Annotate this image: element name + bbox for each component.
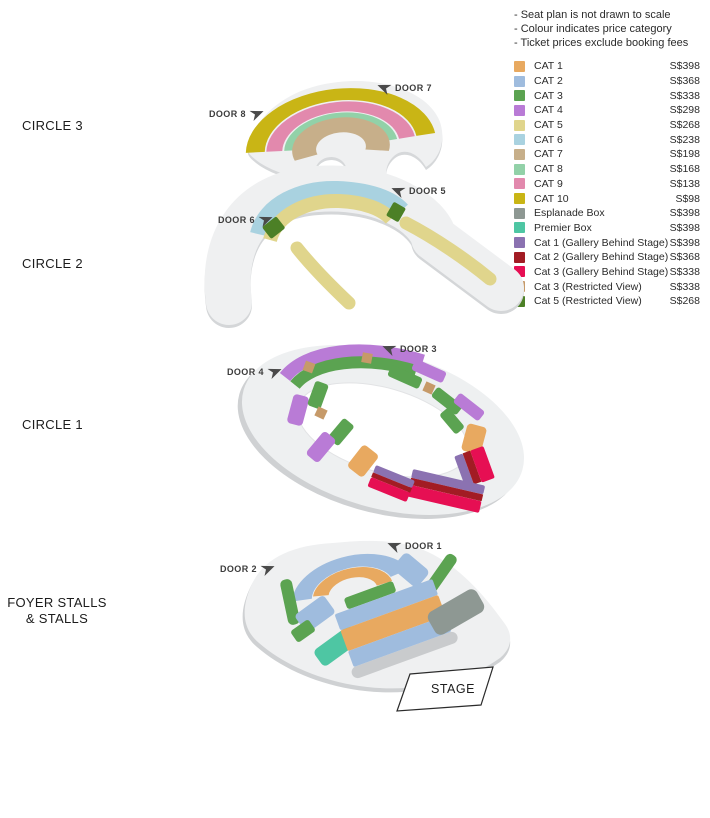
legend-price: S$138 — [669, 177, 700, 190]
legend-price: S$338 — [669, 89, 700, 102]
legend-label: CAT 6 — [534, 133, 563, 146]
circle1-cat3rv-seat — [361, 352, 373, 364]
circle-2-label: CIRCLE 2 — [22, 256, 83, 271]
legend-price: S$398 — [669, 60, 700, 73]
door-label: DOOR 3 — [400, 343, 437, 354]
legend-label: Premier Box — [534, 221, 592, 234]
legend-label: CAT 5 — [534, 119, 563, 132]
legend-label: CAT 4 — [534, 104, 563, 117]
door-arrow-icon — [391, 185, 404, 196]
legend-row — [514, 294, 700, 309]
door-arrow-icon — [382, 343, 395, 354]
door-6 — [218, 214, 273, 225]
door-label: DOOR 7 — [395, 82, 432, 93]
legend-row — [514, 74, 700, 89]
cat6-swatch — [514, 134, 525, 145]
legend-row — [514, 162, 700, 177]
legend-row — [514, 235, 700, 250]
stage-label: STAGE — [431, 682, 475, 696]
legend-price: S$198 — [669, 148, 700, 161]
legend-price: S$398 — [669, 236, 700, 249]
door-label: DOOR 1 — [405, 540, 442, 551]
door-arrow-icon — [269, 366, 282, 377]
legend-label: CAT 10 — [534, 192, 569, 205]
legend-label: Esplanade Box — [534, 207, 605, 220]
legend-label: Cat 5 (Restricted View) — [534, 295, 642, 308]
door-2 — [220, 563, 275, 574]
legend-label: CAT 2 — [534, 75, 563, 88]
legend-row — [514, 147, 700, 162]
legend-row — [514, 206, 700, 221]
legend-row — [514, 59, 700, 74]
legend-label: CAT 8 — [534, 163, 563, 176]
legend-row — [514, 118, 700, 133]
door-label: DOOR 6 — [218, 214, 255, 225]
legend-label: Cat 3 (Restricted View) — [534, 280, 642, 293]
legend-price: S$268 — [669, 119, 700, 132]
legend-label: Cat 3 (Gallery Behind Stage) — [534, 265, 669, 278]
legend-label: CAT 1 — [534, 60, 563, 73]
legend — [514, 8, 700, 309]
circle-1-label: CIRCLE 1 — [22, 417, 83, 432]
legend-rows — [514, 59, 700, 309]
legend-price: S$98 — [675, 192, 700, 205]
legend-note: - Seat plan is not drawn to scale — [514, 9, 671, 21]
legend-row — [514, 88, 700, 103]
legend-row — [514, 265, 700, 280]
legend-note: - Ticket prices exclude booking fees — [514, 37, 689, 49]
door-label: DOOR 8 — [209, 108, 246, 119]
cat3-swatch — [514, 90, 525, 101]
door-3 — [382, 343, 437, 354]
legend-row — [514, 221, 700, 236]
legend-price: S$398 — [669, 221, 700, 234]
cat1-swatch — [514, 61, 525, 72]
circle2-cat5-left-arm — [297, 248, 349, 303]
legend-label: Cat 2 (Gallery Behind Stage) — [534, 251, 669, 264]
legend-label: CAT 9 — [534, 177, 563, 190]
legend-row — [514, 250, 700, 265]
legend-row — [514, 103, 700, 118]
cat8-swatch — [514, 164, 525, 175]
door-label: DOOR 5 — [409, 185, 446, 196]
circle-2-map — [213, 176, 518, 326]
legend-row — [514, 132, 700, 147]
legend-price: S$268 — [669, 295, 700, 308]
legend-row — [514, 191, 700, 206]
cat2-swatch — [514, 76, 525, 87]
circle2-cat5-band — [270, 201, 391, 240]
door-arrow-icon — [387, 540, 400, 551]
legend-note: - Colour indicates price category — [514, 23, 672, 35]
foyer-stalls-label-line2: & STALLS — [25, 611, 89, 626]
legend-price: S$368 — [669, 251, 700, 264]
door-7 — [377, 82, 432, 93]
legend-label: Cat 1 (Gallery Behind Stage) — [534, 236, 669, 249]
door-label: DOOR 4 — [227, 366, 264, 377]
legend-price: S$298 — [669, 104, 700, 117]
legend-price: S$368 — [669, 75, 700, 88]
circle-1-map — [233, 333, 533, 523]
legend-price: S$338 — [669, 280, 700, 293]
legend-row — [514, 177, 700, 192]
cat4-swatch — [514, 105, 525, 116]
legend-price: S$338 — [669, 265, 700, 278]
door-arrow-icon — [251, 108, 264, 119]
legend-price: S$238 — [669, 133, 700, 146]
circle-3-label: CIRCLE 3 — [22, 118, 83, 133]
door-arrow-icon — [262, 563, 275, 574]
door-arrow-icon — [260, 214, 273, 225]
legend-label: CAT 7 — [534, 148, 563, 161]
door-8 — [209, 108, 264, 119]
door-arrow-icon — [377, 82, 390, 93]
legend-price: S$398 — [669, 207, 700, 220]
cat7-swatch — [514, 149, 525, 160]
legend-row — [514, 279, 700, 294]
foyer-stalls-label — [4, 595, 110, 627]
foyer-stalls-label-line1: FOYER STALLS — [7, 595, 107, 610]
door-4 — [227, 366, 282, 377]
door-5 — [391, 185, 446, 196]
door-1 — [387, 540, 442, 551]
door-label: DOOR 2 — [220, 563, 257, 574]
legend-price: S$168 — [669, 163, 700, 176]
legend-label: CAT 3 — [534, 89, 563, 102]
cat5-swatch — [514, 120, 525, 131]
